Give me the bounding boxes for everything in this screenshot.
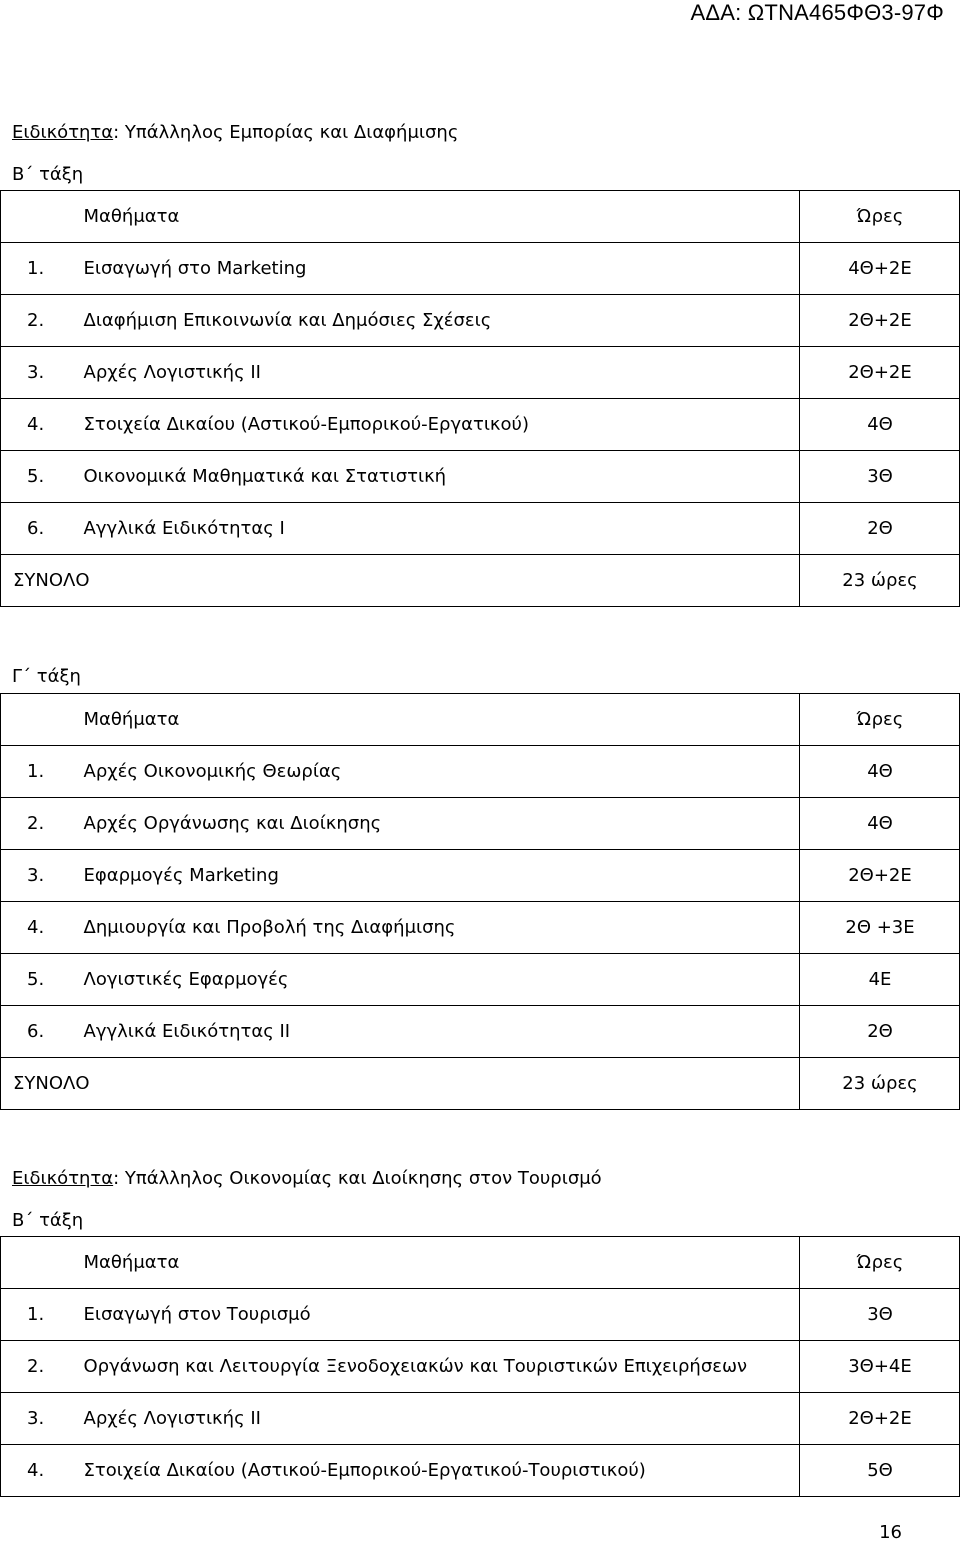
specialty-name: : Υπάλληλος Οικονομίας και Διοίκησης στον Τουρισμό xyxy=(113,1168,602,1189)
page-number: 16 xyxy=(879,1522,902,1543)
specialty-label: Ειδικότητα xyxy=(12,122,114,143)
table-row xyxy=(1,243,960,295)
col-hours-header: Ώρες xyxy=(856,709,904,730)
row-number: 2. xyxy=(1,1341,72,1393)
table-row xyxy=(1,451,960,503)
total-label: ΣΥΝΟΛΟ xyxy=(1,555,800,607)
total-row xyxy=(1,555,960,607)
ada-code: ΑΔΑ: ΩΤΝΑ465ΦΘ3-97Φ xyxy=(690,0,944,25)
section-title-1 xyxy=(12,121,458,145)
subject-hours: 3Θ+4Ε xyxy=(848,1356,912,1377)
table-row xyxy=(1,399,960,451)
table-row xyxy=(1,503,960,555)
subject-hours: 3Θ xyxy=(867,466,893,487)
subjects-table xyxy=(0,190,960,607)
row-number: 4. xyxy=(1,399,72,451)
table-row xyxy=(1,746,960,798)
col-subjects-header: Μαθήματα xyxy=(72,191,800,243)
table-header-row xyxy=(1,1237,960,1289)
specialty-label: Ειδικότητα xyxy=(12,1168,114,1189)
row-number: 1. xyxy=(1,1289,72,1341)
subject-hours: 2Θ+2Ε xyxy=(848,310,912,331)
table-row xyxy=(1,1289,960,1341)
class-label: Β΄ τάξη xyxy=(12,164,84,185)
table-row xyxy=(1,347,960,399)
subject-hours: 4Θ xyxy=(867,813,893,834)
table-row xyxy=(1,1341,960,1393)
table-row xyxy=(1,798,960,850)
subject-hours: 4Θ+2Ε xyxy=(848,258,912,279)
table-row xyxy=(1,954,960,1006)
subject-name: Αγγλικά Ειδικότητας ΙΙ xyxy=(72,1006,800,1058)
subject-hours: 2Θ xyxy=(867,518,893,539)
subject-name: Αρχές Οργάνωσης και Διοίκησης xyxy=(72,798,800,850)
subject-hours: 2Θ+2Ε xyxy=(848,362,912,383)
row-number: 2. xyxy=(1,295,72,347)
row-number: 3. xyxy=(1,850,72,902)
subject-hours: 2Θ+2Ε xyxy=(848,865,912,886)
col-hours-header: Ώρες xyxy=(856,206,904,227)
subject-hours: 4Ε xyxy=(868,969,892,990)
table-row xyxy=(1,850,960,902)
subject-name: Αγγλικά Ειδικότητας Ι xyxy=(72,503,800,555)
subjects-table xyxy=(0,1236,960,1497)
col-hours-header: Ώρες xyxy=(856,1252,904,1273)
subject-name: Στοιχεία Δικαίου (Αστικού-Εμπορικού-Εργατικού) xyxy=(72,399,800,451)
total-value: 23 ώρες xyxy=(842,1073,918,1094)
subject-hours: 5Θ xyxy=(867,1460,893,1481)
row-number: 3. xyxy=(1,1393,72,1445)
row-number: 6. xyxy=(1,1006,72,1058)
subject-name: Διαφήμιση Επικοινωνία και Δημόσιες Σχέσεις xyxy=(72,295,800,347)
subject-name: Εισαγωγή στον Τουρισμό xyxy=(72,1289,800,1341)
table-header-row xyxy=(1,694,960,746)
subject-hours: 4Θ xyxy=(867,414,893,435)
subject-name: Οικονομικά Μαθηματικά και Στατιστική xyxy=(72,451,800,503)
row-number: 1. xyxy=(1,243,72,295)
row-number: 4. xyxy=(1,902,72,954)
subject-hours: 4Θ xyxy=(867,761,893,782)
subject-name: Αρχές Λογιστικής ΙΙ xyxy=(72,347,800,399)
subject-name: Στοιχεία Δικαίου (Αστικού-Εμπορικού-Εργατικού-Τουριστικού) xyxy=(72,1445,800,1497)
row-number: 5. xyxy=(1,451,72,503)
col-subjects-header: Μαθήματα xyxy=(72,694,800,746)
col-subjects-header: Μαθήματα xyxy=(72,1237,800,1289)
subject-hours: 2Θ +3Ε xyxy=(845,917,915,938)
class-label: Β΄ τάξη xyxy=(12,1210,84,1231)
row-number: 2. xyxy=(1,798,72,850)
row-number: 4. xyxy=(1,1445,72,1497)
subject-name: Αρχές Οικονομικής Θεωρίας xyxy=(72,746,800,798)
specialty-name: : Υπάλληλος Εμπορίας και Διαφήμισης xyxy=(113,122,459,143)
subject-name: Εισαγωγή στο Marketing xyxy=(72,243,800,295)
subject-name: Εφαρμογές Marketing xyxy=(72,850,800,902)
row-number: 1. xyxy=(1,746,72,798)
row-number: 5. xyxy=(1,954,72,1006)
table-row xyxy=(1,1445,960,1497)
subject-name: Δημιουργία και Προβολή της Διαφήμισης xyxy=(72,902,800,954)
table-header-row xyxy=(1,191,960,243)
row-number: 3. xyxy=(1,347,72,399)
section-title-2 xyxy=(12,1167,602,1191)
subject-name: Αρχές Λογιστικής ΙΙ xyxy=(72,1393,800,1445)
table-row xyxy=(1,902,960,954)
total-row xyxy=(1,1058,960,1110)
subject-name: Λογιστικές Εφαρμογές xyxy=(72,954,800,1006)
table-row xyxy=(1,295,960,347)
total-label: ΣΥΝΟΛΟ xyxy=(1,1058,800,1110)
subjects-table xyxy=(0,693,960,1110)
class-label: Γ΄ τάξη xyxy=(12,666,81,687)
table-row xyxy=(1,1006,960,1058)
subject-name: Οργάνωση και Λειτουργία Ξενοδοχειακών και Τουριστικών Επιχειρήσεων xyxy=(72,1341,800,1393)
subject-hours: 2Θ+2Ε xyxy=(848,1408,912,1429)
subject-hours: 3Θ xyxy=(867,1304,893,1325)
total-value: 23 ώρες xyxy=(842,570,918,591)
row-number: 6. xyxy=(1,503,72,555)
subject-hours: 2Θ xyxy=(867,1021,893,1042)
table-row xyxy=(1,1393,960,1445)
